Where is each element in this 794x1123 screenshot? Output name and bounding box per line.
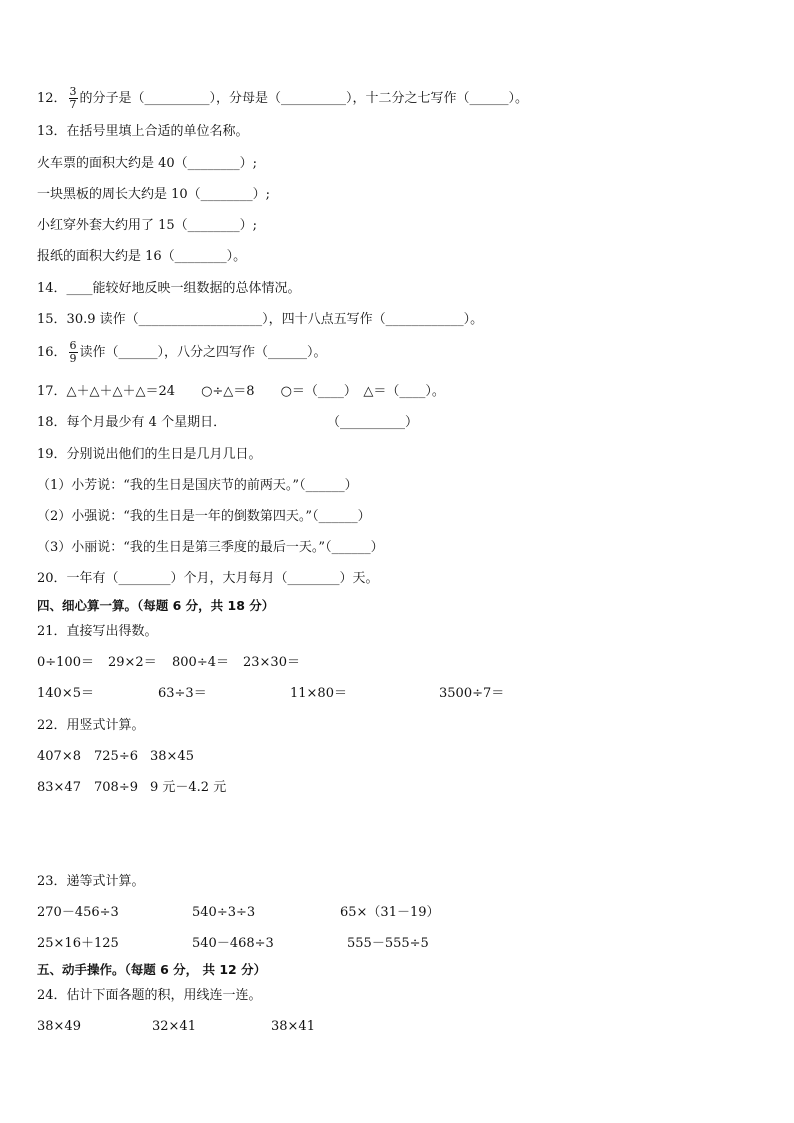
calc-item: 725÷6 [94,749,138,764]
question-15: 15．30.9 读作（___________________），四十八点五写作（____________）。 [37,312,484,327]
question-19-item-3: （3）小丽说：“我的生日是第三季度的最后一天。”（______） [37,540,384,555]
question-19-item-2: （2）小强说：“我的生日是一年的倒数第四天。”（______） [37,509,371,524]
question-13-item-2: 一块黑板的周长大约是 10（________）; [37,187,271,202]
calc-item: 83×47 [37,780,81,795]
calc-item: 708÷9 [94,780,138,795]
calc-item: 800÷4＝ [172,655,229,670]
section-4-heading: 四、细心算一算。（每题 6 分，共 18 分） [37,598,275,613]
calc-item: 38×49 [37,1019,81,1034]
question-21-title: 21．直接写出得数。 [37,624,158,639]
question-18 [37,414,764,432]
calc-item: 23×30＝ [243,655,300,670]
calc-item: 25×16＋125 [37,936,119,951]
question-19-item-1: （1）小芳说：“我的生日是国庆节的前两天。”（______） [37,478,358,493]
calc-item: 140×5＝ [37,686,94,701]
calc-item: 555－555÷5 [347,936,429,951]
calc-item: 65×（31－19） [340,905,440,920]
question-number: 16． [37,345,67,360]
calc-item: 29×2＝ [108,655,157,670]
question-13-item-1: 火车票的面积大约是 40（________）; [37,156,258,171]
question-17: 17．△＋△＋△＋△＝24 ○÷△＝8 ○＝（____） △＝（____）。 [37,384,445,399]
calc-item: 9 元－4.2 元 [150,780,227,795]
question-text: 的分子是（__________），分母是（__________），十二分之七写作（______）。 [79,91,529,106]
question-20: 20．一年有（________）个月，大月每月（________）天。 [37,571,379,586]
question-text: 读作（______），八分之四写作（______）。 [79,345,327,360]
question-13-item-4: 报纸的面积大约是 16（________）。 [37,249,247,264]
calc-item: 0÷100＝ [37,655,94,670]
calc-item: 32×41 [152,1019,196,1034]
question-12 [37,86,764,111]
calc-item: 270－456÷3 [37,905,119,920]
question-19-title: 19．分别说出他们的生日是几月几日。 [37,447,262,462]
question-13-item-3: 小红穿外套大约用了 15（________）; [37,218,258,233]
question-23-title: 23．递等式计算。 [37,874,145,889]
question-13-title: 13．在括号里填上合适的单位名称。 [37,124,249,139]
calc-item: 3500÷7＝ [439,686,505,701]
question-24-title: 24．估计下面各题的积，用线连一连。 [37,988,262,1003]
calc-item: 38×41 [271,1019,315,1034]
question-number: 12． [37,91,67,106]
section-5-heading: 五、动手操作。（每题 6 分， 共 12 分） [37,962,267,977]
calc-item: 63÷3＝ [158,686,207,701]
question-text: 18．每个月最少有 4 个星期日． [37,415,227,430]
fraction-6-9: $\frac{6}{9}$ [69,339,77,365]
calc-item: 540÷3÷3 [192,905,256,920]
calc-item: 38×45 [150,749,194,764]
question-14: 14．____能较好地反映一组数据的总体情况。 [37,281,301,296]
question-16 [37,340,764,365]
calc-item: 407×8 [37,749,81,764]
fraction-3-7: $\frac{3}{7}$ [69,85,77,111]
calc-item: 540－468÷3 [192,936,274,951]
answer-blank: （__________） [327,415,419,430]
question-22-title: 22．用竖式计算。 [37,718,145,733]
calc-item: 11×80＝ [290,686,347,701]
